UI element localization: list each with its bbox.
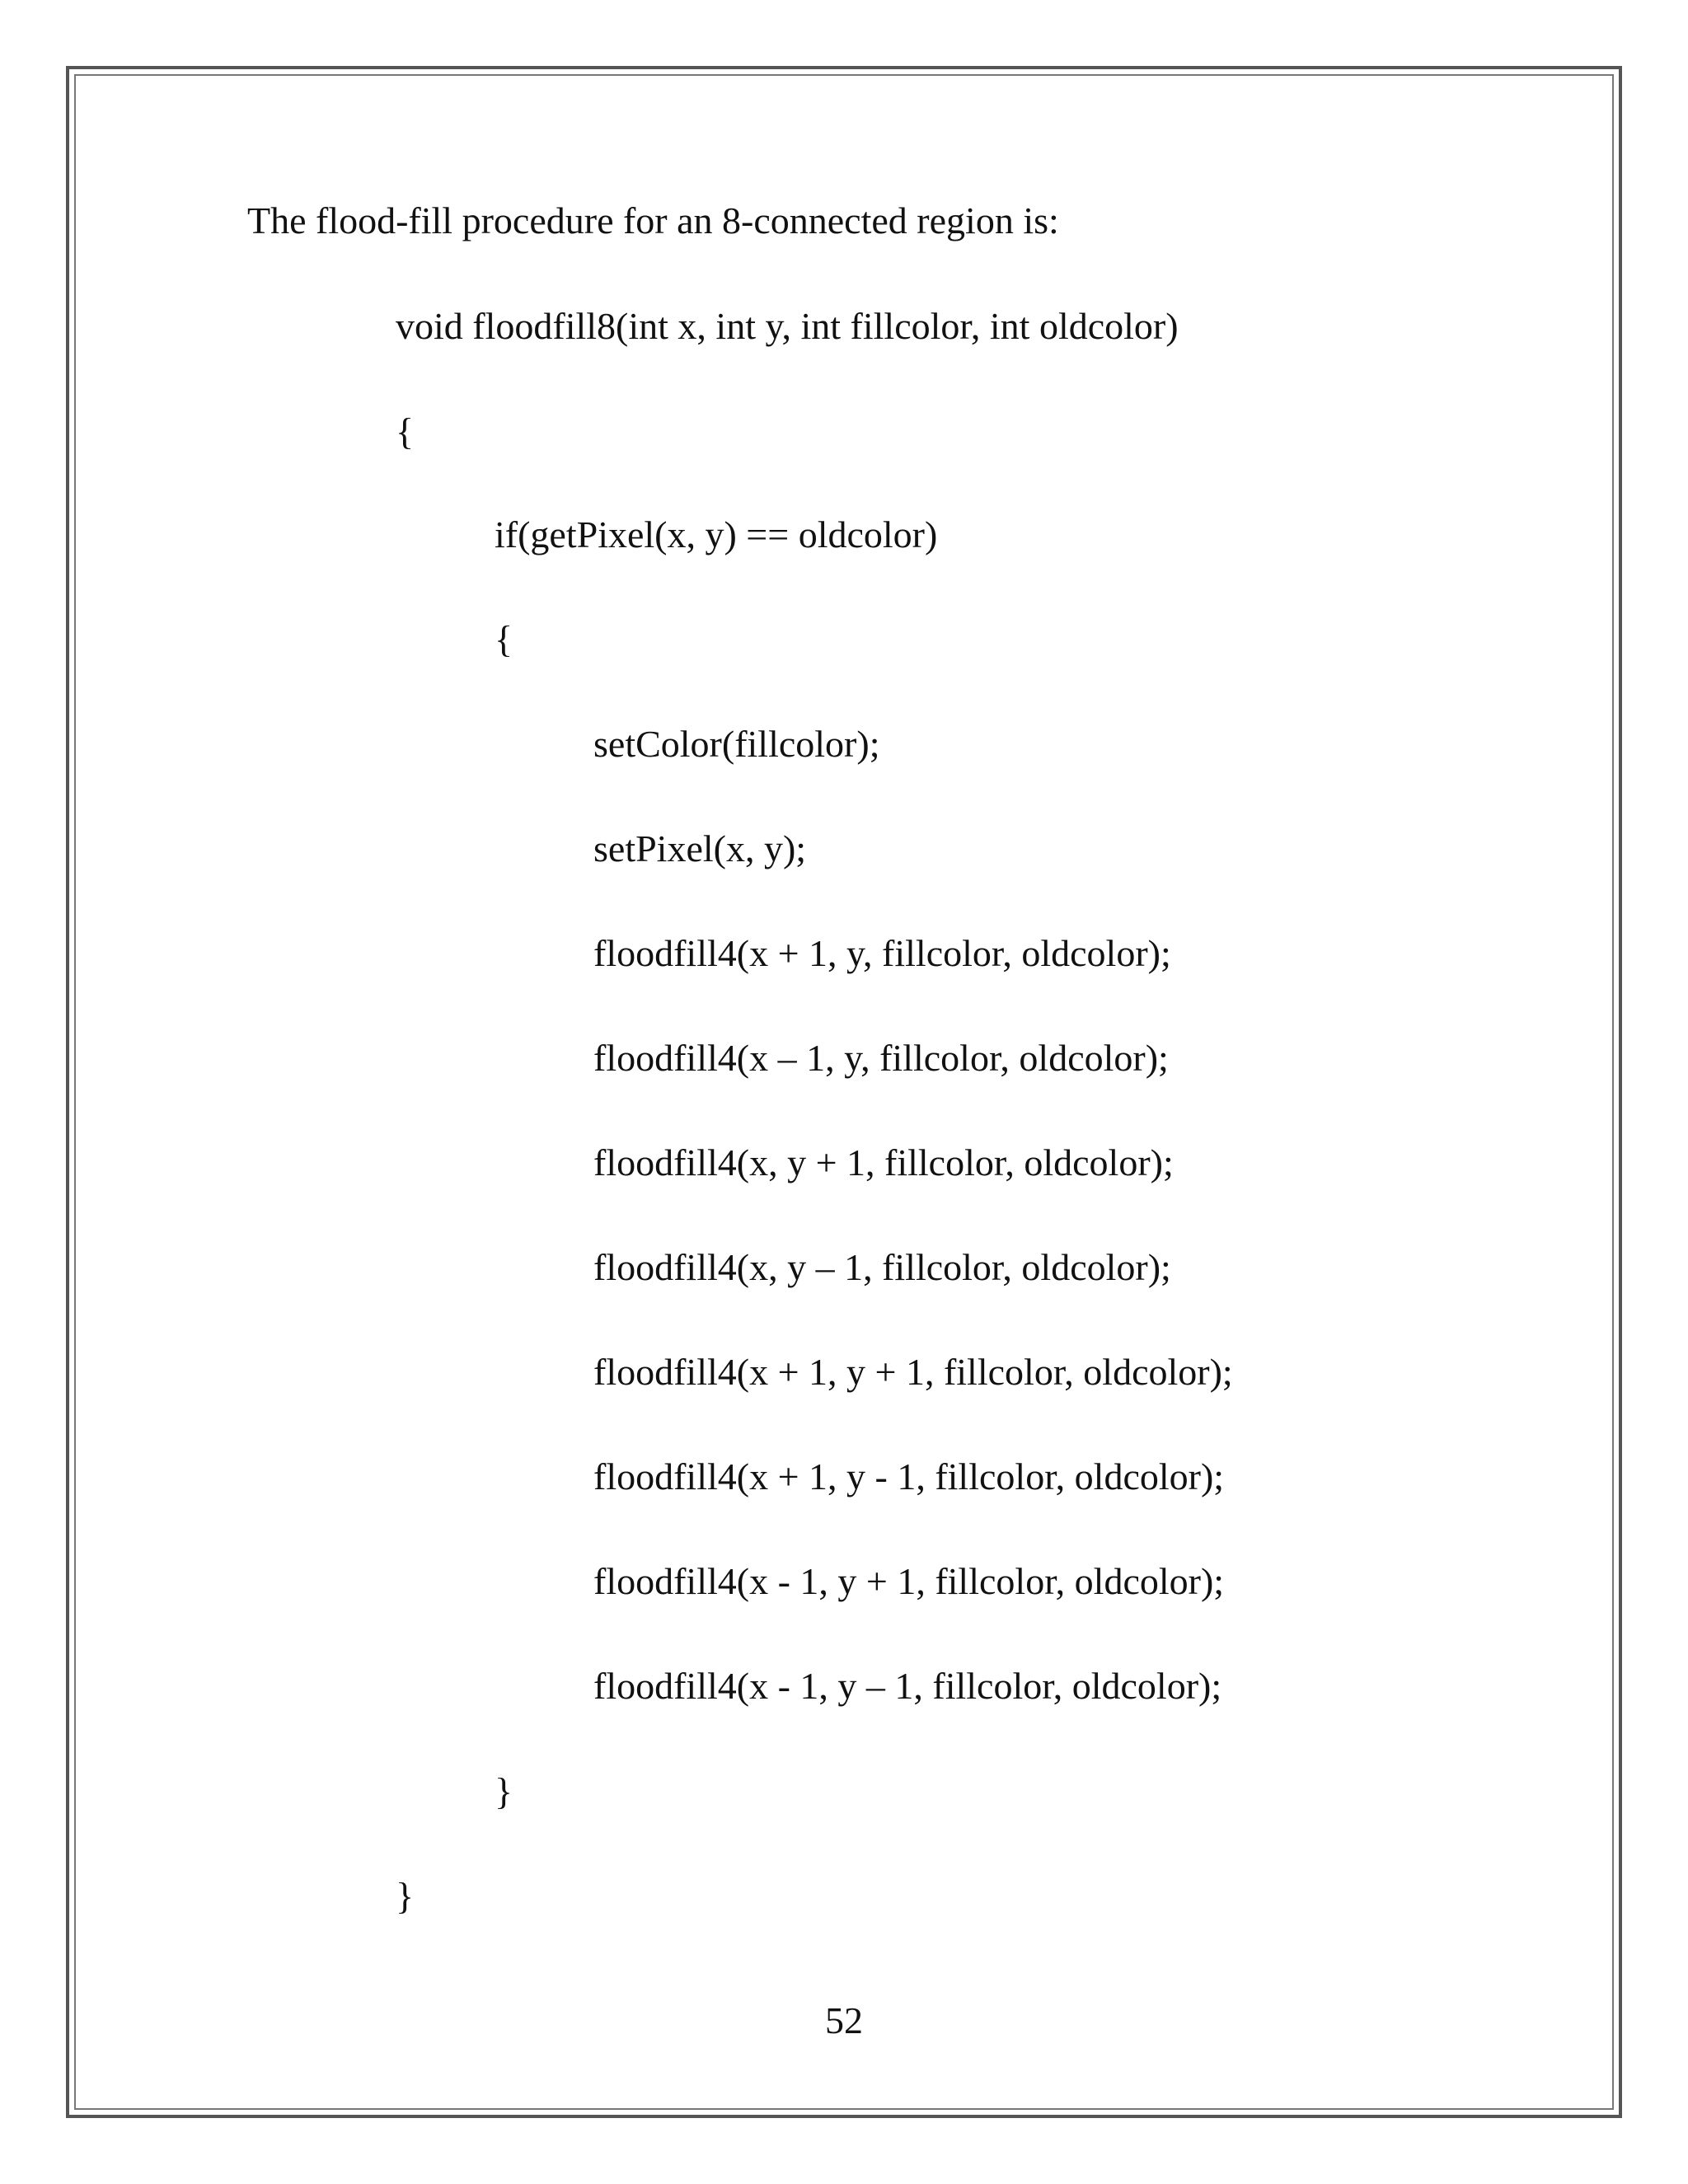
code-line: floodfill4(x, y + 1, fillcolor, oldcolor); <box>593 1141 1174 1183</box>
code-line: floodfill4(x, y – 1, fillcolor, oldcolor); <box>593 1246 1171 1288</box>
code-line: floodfill4(x + 1, y + 1, fillcolor, oldcolor); <box>593 1351 1233 1393</box>
code-line: floodfill4(x + 1, y, fillcolor, oldcolor); <box>593 932 1171 974</box>
outer-close-brace: } <box>396 1875 415 1917</box>
intro-text: The flood-fill procedure for an 8-connected region is: <box>247 199 1059 241</box>
page-border-inner <box>74 74 1614 2110</box>
function-signature: void floodfill8(int x, int y, int fillcolor, int oldcolor) <box>396 305 1179 347</box>
inner-close-brace: } <box>495 1770 513 1812</box>
code-line: floodfill4(x + 1, y - 1, fillcolor, oldcolor); <box>593 1455 1225 1497</box>
code-line: setColor(fillcolor); <box>593 723 880 765</box>
outer-open-brace: { <box>396 410 415 452</box>
code-line: floodfill4(x - 1, y – 1, fillcolor, oldcolor); <box>593 1665 1222 1707</box>
page-number: 52 <box>825 1999 863 2041</box>
if-statement: if(getPixel(x, y) == oldcolor) <box>495 513 938 555</box>
code-line: floodfill4(x - 1, y + 1, fillcolor, oldcolor); <box>593 1560 1225 1602</box>
inner-open-brace: { <box>495 618 513 660</box>
code-line: floodfill4(x – 1, y, fillcolor, oldcolor); <box>593 1037 1169 1079</box>
code-line: setPixel(x, y); <box>593 827 807 869</box>
